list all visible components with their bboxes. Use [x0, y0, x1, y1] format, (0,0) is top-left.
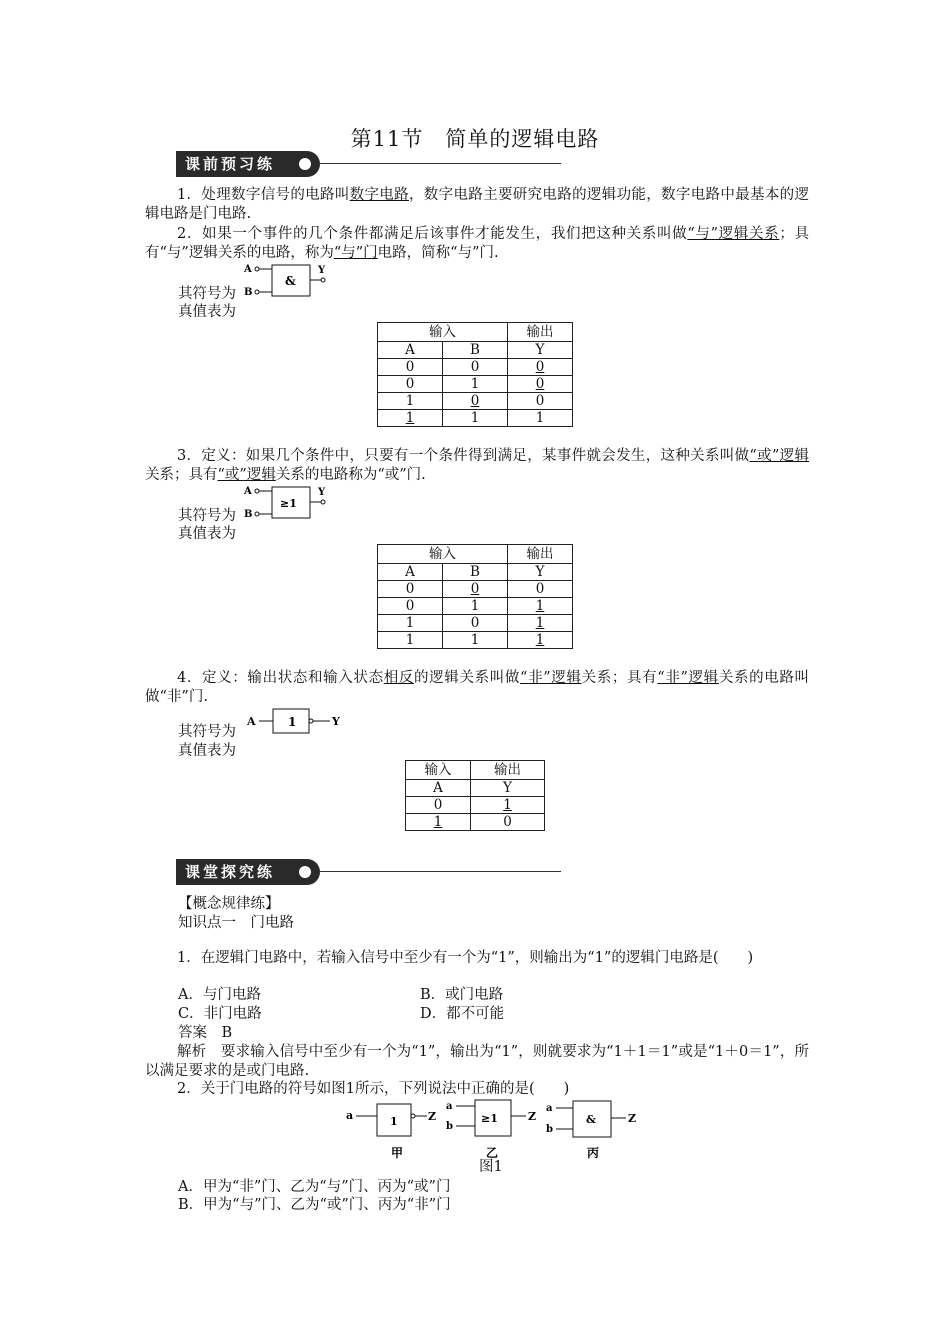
truth-table-label: 真值表为 [178, 743, 236, 759]
truth-table-and [377, 322, 573, 427]
pin-z-label: Z [628, 1112, 637, 1125]
item-4: 4．定义：输出状态和输入状态相反的逻辑关系叫做“非”逻辑关系；具有“非”逻辑关系的电路叫做“非”门. [145, 670, 810, 705]
item-2: 2．如果一个事件的几个条件都满足后该事件才能发生，我们把这种关系叫做“与”逻辑关系；具有“与”逻辑关系的电路，称为“与”门电路，简称“与”门. [145, 226, 809, 261]
pin-a-label: a [546, 1103, 553, 1114]
figure-1 [340, 1097, 650, 1167]
and-gate-symbol [243, 262, 333, 302]
figure-label: 甲 [391, 1146, 404, 1160]
option-d: D．都不可能 [420, 1006, 505, 1022]
col-b: B [443, 564, 508, 581]
table-row: 0 0 0 [378, 359, 573, 376]
header-input: 输入 [378, 545, 508, 564]
divider [320, 871, 561, 872]
pin-b-label: B [244, 287, 253, 298]
header-output: 输出 [508, 545, 573, 564]
pin-a-label: A [244, 264, 252, 275]
figure-label: 丙 [587, 1146, 600, 1160]
question-2: 2．关于门电路的符号如图1所示，下列说法中正确的是( ) [177, 1081, 570, 1097]
pin-y-label: Y [318, 487, 326, 498]
not-gate-symbol [244, 707, 354, 741]
gate-label: & [586, 1113, 596, 1126]
table-row: 1 0 1 [378, 615, 573, 632]
truth-table-label: 真值表为 [178, 304, 236, 320]
pin-b-label: B [244, 509, 253, 520]
figure-caption: 图1 [479, 1159, 503, 1175]
pin-a-label: A [244, 486, 252, 497]
table-row: 1 1 1 [378, 632, 573, 649]
option-c: C．非门电路 [178, 1006, 262, 1022]
section-banner-preview [176, 151, 561, 179]
bullet-dot-icon [299, 158, 311, 170]
banner-label: 课堂探究练 [176, 859, 320, 885]
page-title: 第11节 简单的逻辑电路 [350, 127, 600, 151]
section-banner-class [176, 859, 561, 887]
col-y: Y [508, 342, 573, 359]
pin-z-label: Z [528, 1110, 537, 1123]
pin-z-label: Z [428, 1110, 437, 1123]
truth-table-label: 真值表为 [178, 526, 236, 542]
question-1: 1．在逻辑门电路中，若输入信号中至少有一个为“1”，则输出为“1”的逻辑门电路是( ) [177, 950, 754, 966]
answer: 答案 B [178, 1025, 233, 1041]
option-b: B．甲为“与”门、乙为“或”门、丙为“非”门 [178, 1197, 451, 1213]
divider [320, 163, 561, 164]
col-a: A [406, 780, 471, 797]
option-a: A．与门电路 [178, 987, 261, 1003]
pin-y-label: Y [318, 265, 326, 276]
pin-a-label: a [346, 1109, 354, 1122]
pin-y-label: Y [332, 715, 340, 728]
col-a: A [378, 342, 443, 359]
header-output: 输出 [508, 323, 573, 342]
item-1: 1．处理数字信号的电路叫数字电路，数字电路主要研究电路的逻辑功能，数字电路中最基本的逻辑电路是门电路. [145, 187, 810, 222]
analysis: 解析 要求输入信号中至少有一个为“1”，输出为“1”，则就要求为“1＋1＝1”或是“1＋0＝1”，所以满足要求的是或门电路. [145, 1044, 809, 1079]
gate-label: ≥1 [280, 497, 297, 510]
col-a: A [378, 564, 443, 581]
col-b: B [443, 342, 508, 359]
col-y: Y [508, 564, 573, 581]
col-y: Y [471, 780, 545, 797]
table-row: 0 1 1 [378, 598, 573, 615]
truth-table-or [377, 544, 573, 649]
symbol-label: 其符号为 [178, 724, 236, 740]
pin-b-label: b [446, 1121, 453, 1132]
item-3: 3．定义：如果几个条件中，只要有一个条件得到满足，某事件就会发生，这种关系叫做“或”逻辑关系；具有“或”逻辑关系的电路称为“或”门. [145, 448, 809, 483]
symbol-label: 其符号为 [178, 286, 236, 302]
pin-b-label: b [546, 1124, 553, 1135]
table-row: 0 0 0 [378, 581, 573, 598]
figure-label: 乙 [486, 1146, 499, 1160]
table-row: 0 1 0 [378, 376, 573, 393]
gate-label: & [285, 274, 296, 288]
pin-a-label: A [247, 715, 256, 728]
gate-label: 1 [288, 715, 297, 729]
table-row: 1 0 0 [378, 393, 573, 410]
bullet-dot-icon [299, 866, 311, 878]
gate-label: 1 [390, 1115, 398, 1128]
table-row: 1 1 1 [378, 410, 573, 427]
or-gate-symbol [243, 484, 333, 524]
symbol-label: 其符号为 [178, 508, 236, 524]
header-input: 输入 [406, 761, 471, 780]
gate-label: ≥1 [481, 1112, 498, 1125]
option-b: B．或门电路 [420, 987, 504, 1003]
option-a: A．甲为“非”门、乙为“与”门、丙为“或”门 [178, 1179, 451, 1195]
knowledge-point: 知识点一 门电路 [178, 915, 294, 931]
table-row: 1 0 [406, 814, 545, 831]
pin-a-label: a [446, 1101, 453, 1112]
group-heading: 【概念规律练】 [178, 896, 280, 912]
table-row: 0 1 [406, 797, 545, 814]
header-output: 输出 [471, 761, 545, 780]
banner-label: 课前预习练 [176, 151, 320, 177]
header-input: 输入 [378, 323, 508, 342]
truth-table-not [405, 760, 545, 831]
